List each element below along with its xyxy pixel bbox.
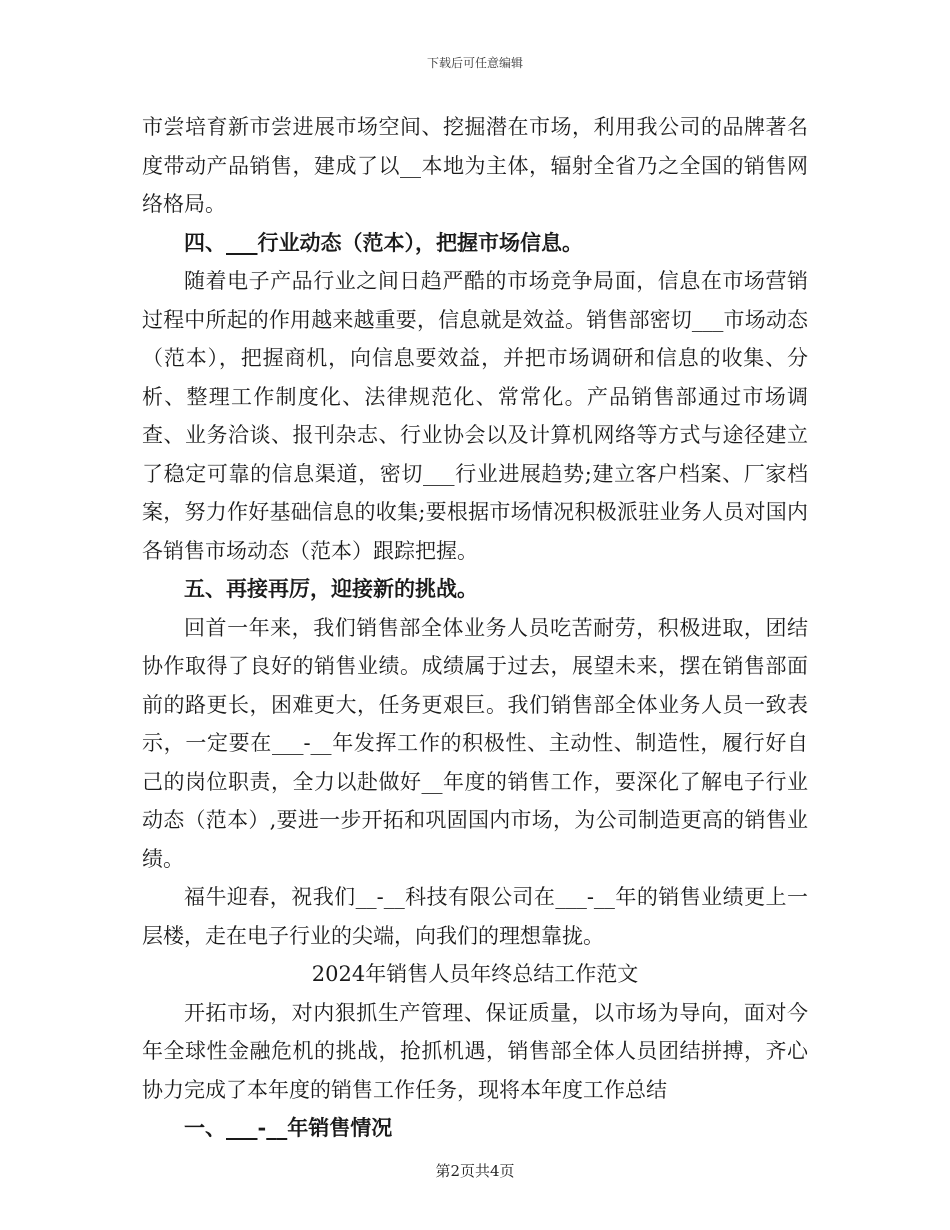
paragraph-review: 回首一年来，我们销售部全体业务人员吃苦耐劳，积极进取，团结协作取得了良好的销售业绩。成绩属于过去，展望未来，摆在销售部面前的路更长，困难更大，任务更艰巨。我们销售部全体业务人员一致表示，一定要在___-__年发挥工作的积极性、主动性、制造性，履行好自己的岗位职责，全力以赴做好__年度的销售工作，要深化了解电子行业动态（范本）,要进一步开拓和巩固国内市场，为公司制造更高的销售业绩。 — [142, 615, 808, 871]
section-heading-1: 一、___-__年销售情况 — [184, 1115, 393, 1140]
document-body — [142, 108, 808, 1148]
article-title: 2024年销售人员年终总结工作范文 — [311, 962, 639, 986]
paragraph-market-info: 随着电子产品行业之间日趋严酷的市场竞争局面，信息在市场营销过程中所起的作用越来越重要，信息就是效益。销售部密切___市场动态（范本），把握商机，向信息要效益，并把市场调研和信息的收集、分析、整理工作制度化、法律规范化、常常化。产品销售部通过市场调查、业务洽谈、报刊杂志、行业协会以及计算机网络等方式与途径建立了稳定可靠的信息渠道，密切___行业进展趋势;建立客户档案、厂家档案，努力作好基础信息的收集;要根据市场情况积极派驻业务人员对国内各销售市场动态（范本）跟踪把握。 — [142, 269, 808, 563]
section-heading-4: 四、___行业动态（范本），把握市场信息。 — [184, 229, 583, 255]
paragraph-wishes: 福牛迎春，祝我们__-__科技有限公司在___-__年的销售业绩更上一层楼，走在电子行业的尖端，向我们的理想靠拢。 — [142, 885, 808, 948]
section-heading-5: 五、再接再厉，迎接新的挑战。 — [184, 576, 478, 601]
page-indicator: 第2页共4页 — [435, 1162, 515, 1180]
paragraph-intro: 开拓市场，对内狠抓生产管理、保证质量，以市场为导向，面对今年全球性金融危机的挑战，抢抓机遇，销售部全体人员团结拼搏，齐心协力完成了本年度的销售工作任务，现将本年度工作总结 — [142, 1000, 808, 1102]
paragraph-continuation: 市尝培育新市尝进展市场空间、挖掘潜在市场，利用我公司的品牌著名度带动产品销售，建成了以__本地为主体，辐射全省乃之全国的销售网络格局。 — [142, 115, 808, 216]
header-note: 下载后可任意编辑 — [426, 56, 523, 70]
